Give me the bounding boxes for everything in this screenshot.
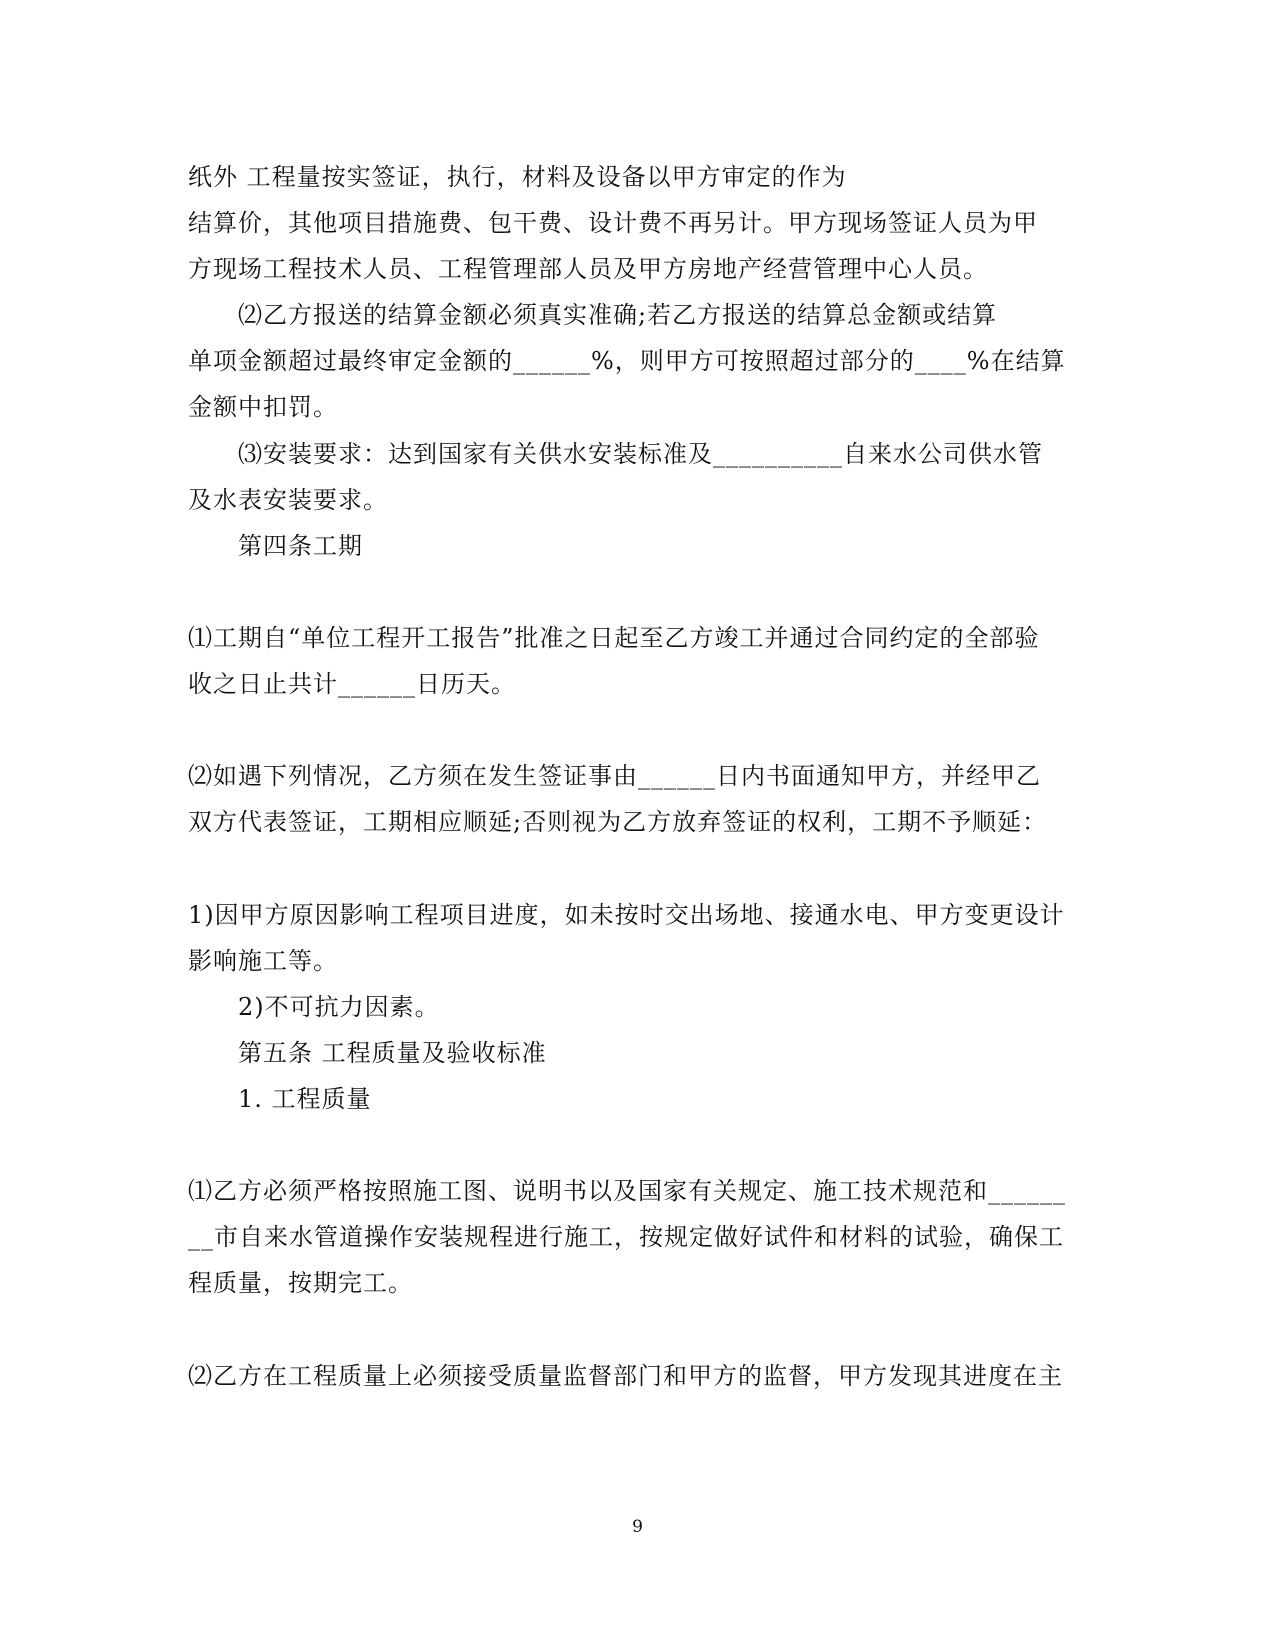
text-line: 影响施工等。 — [188, 947, 338, 975]
text-line: ⑴乙方必须严格按照施工图、说明书以及国家有关规定、施工技术规范和______ — [188, 1177, 1066, 1205]
page-number: 9 — [632, 1517, 643, 1537]
text-line: 金额中扣罚。 — [188, 393, 338, 421]
text-line: ⑶安装要求：达到国家有关供水安装标准及__________自来水公司供水管 — [238, 440, 1043, 468]
text-line: 及水表安装要求。 — [188, 486, 388, 514]
section-heading: 第四条工期 — [238, 532, 363, 560]
subsection-heading: 1. 工程质量 — [238, 1085, 372, 1113]
text-line: 结算价，其他项目措施费、包干费、设计费不再另计。甲方现场签证人员为甲 — [188, 209, 1038, 237]
text-line: 方现场工程技术人员、工程管理部人员及甲方房地产经营管理中心人员。 — [188, 255, 988, 283]
text-line: 程质量，按期完工。 — [188, 1269, 413, 1297]
text-line: 单项金额超过最终审定金额的______%，则甲方可按照超过部分的____%在结算 — [188, 347, 1066, 375]
text-line: 1)因甲方原因影响工程项目进度，如未按时交出场地、接通水电、甲方变更设计 — [188, 901, 1065, 929]
text-line: __市自来水管道操作安装规程进行施工，按规定做好试件和材料的试验，确保工 — [188, 1223, 1064, 1251]
text-line: 双方代表签证，工期相应顺延;否则视为乙方放弃签证的权利，工期不予顺延： — [188, 808, 1048, 836]
text-line: 收之日止共计______日历天。 — [188, 670, 516, 698]
section-heading: 第五条 工程质量及验收标准 — [238, 1039, 547, 1067]
text-line: 纸外 工程量按实签证，执行，材料及设备以甲方审定的作为 — [188, 163, 847, 191]
text-line: ⑵乙方在工程质量上必须接受质量监督部门和甲方的监督，甲方发现其进度在主 — [188, 1362, 1063, 1390]
text-line: 2)不可抗力因素。 — [238, 993, 440, 1021]
text-line: ⑵如遇下列情况，乙方须在发生签证事由______日内书面通知甲方，并经甲乙 — [188, 762, 1041, 790]
text-line: ⑴工期自“单位工程开工报告”批准之日起至乙方竣工并通过合同约定的全部验 — [188, 624, 1040, 652]
text-line: ⑵乙方报送的结算金额必须真实准确;若乙方报送的结算总金额或结算 — [238, 301, 998, 329]
